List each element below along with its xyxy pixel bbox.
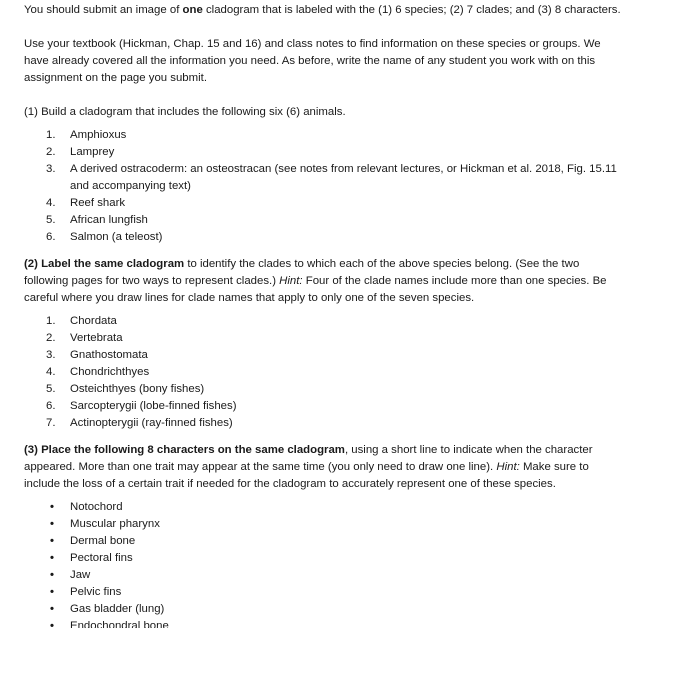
- intro-text-end: cladogram that is labeled with the (1) 6 species; (2) 7 clades; and (3) 8 characters.: [202, 4, 621, 16]
- bullet-icon: •: [50, 535, 54, 547]
- part3-bold: (3) Place the following 8 characters on the same cladogram: [24, 444, 345, 456]
- intro-paragraph: [24, 0, 624, 19]
- bullet-icon: •: [50, 620, 54, 628]
- clade-list: [24, 313, 700, 432]
- bullet-icon: •: [50, 569, 54, 581]
- list-item: • Pelvic fins: [24, 584, 630, 601]
- list-item: 6. Sarcopterygii (lobe-finned fishes): [46, 400, 237, 412]
- intro-bold: one: [182, 4, 203, 16]
- part2-bold: (2) Label the same cladogram: [24, 258, 185, 270]
- list-item: • Dermal bone: [24, 533, 630, 550]
- species-list: [24, 127, 700, 246]
- character-list: [24, 499, 700, 628]
- bullet-icon: •: [50, 518, 54, 530]
- intro-text: You should submit an image of: [24, 4, 183, 16]
- bullet-icon: •: [50, 501, 54, 513]
- list-item: • Jaw: [24, 567, 630, 584]
- bullet-icon: •: [50, 603, 54, 615]
- list-item: 6. Salmon (a teleost): [46, 231, 163, 243]
- bullet-icon: •: [50, 552, 54, 564]
- list-item: 2. Vertebrata: [46, 332, 123, 344]
- list-item: 4. Reef shark: [46, 197, 126, 209]
- list-item: 3. A derived ostracoderm: an osteostracan (see notes from relevant lectures, or Hickman et al. 2018, Fig. 15.11 and accompanying text): [46, 163, 617, 192]
- list-item: 4. Chondrichthyes: [46, 366, 150, 378]
- hint-label: Hint:: [496, 461, 520, 473]
- list-item: 7. Actinopterygii (ray-finned fishes): [46, 417, 233, 429]
- list-item: • Muscular pharynx: [24, 516, 630, 533]
- list-item: 3. Gnathostomata: [46, 349, 148, 361]
- list-item: • Pectoral fins: [24, 550, 630, 567]
- hint-label: Hint:: [279, 275, 303, 287]
- list-item: 1. Amphioxus: [46, 129, 127, 141]
- list-item: 5. African lungfish: [46, 214, 148, 226]
- part2-paragraph: (2) Label the same cladogram to identify the clades to which each of the above species belong. (See the two following pages for two ways to represent clades.) Hint: Four of the clade names include more than one species. Be careful where you draw lines for clade names that apply to only one of the seven species.: [24, 258, 607, 304]
- part1-heading: (1) Build a cladogram that includes the following six (6) animals.: [24, 106, 346, 118]
- list-item: 1. Chordata: [46, 315, 117, 327]
- instructions-paragraph: Use your textbook (Hickman, Chap. 15 and 16) and class notes to find information on these species or groups. We have already covered all the information you need. As before, write the name of any student you work with on this assignment on the page you submit.: [24, 38, 601, 84]
- list-item: • Endochondral bone: [24, 618, 630, 628]
- list-item: • Notochord: [24, 499, 630, 516]
- part3-paragraph: (3) Place the following 8 characters on the same cladogram, using a short line to indicate when the character appeared. More than one trait may appear at the same time (you only need to draw one line). Hint: Make sure to include the loss of a certain trait if needed for the cladogram to accurately represent one of these species.: [24, 444, 593, 490]
- list-item: • Gas bladder (lung): [24, 601, 630, 618]
- list-item: 2. Lamprey: [46, 146, 115, 158]
- list-item: 5. Osteichthyes (bony fishes): [46, 383, 205, 395]
- bullet-icon: •: [50, 586, 54, 598]
